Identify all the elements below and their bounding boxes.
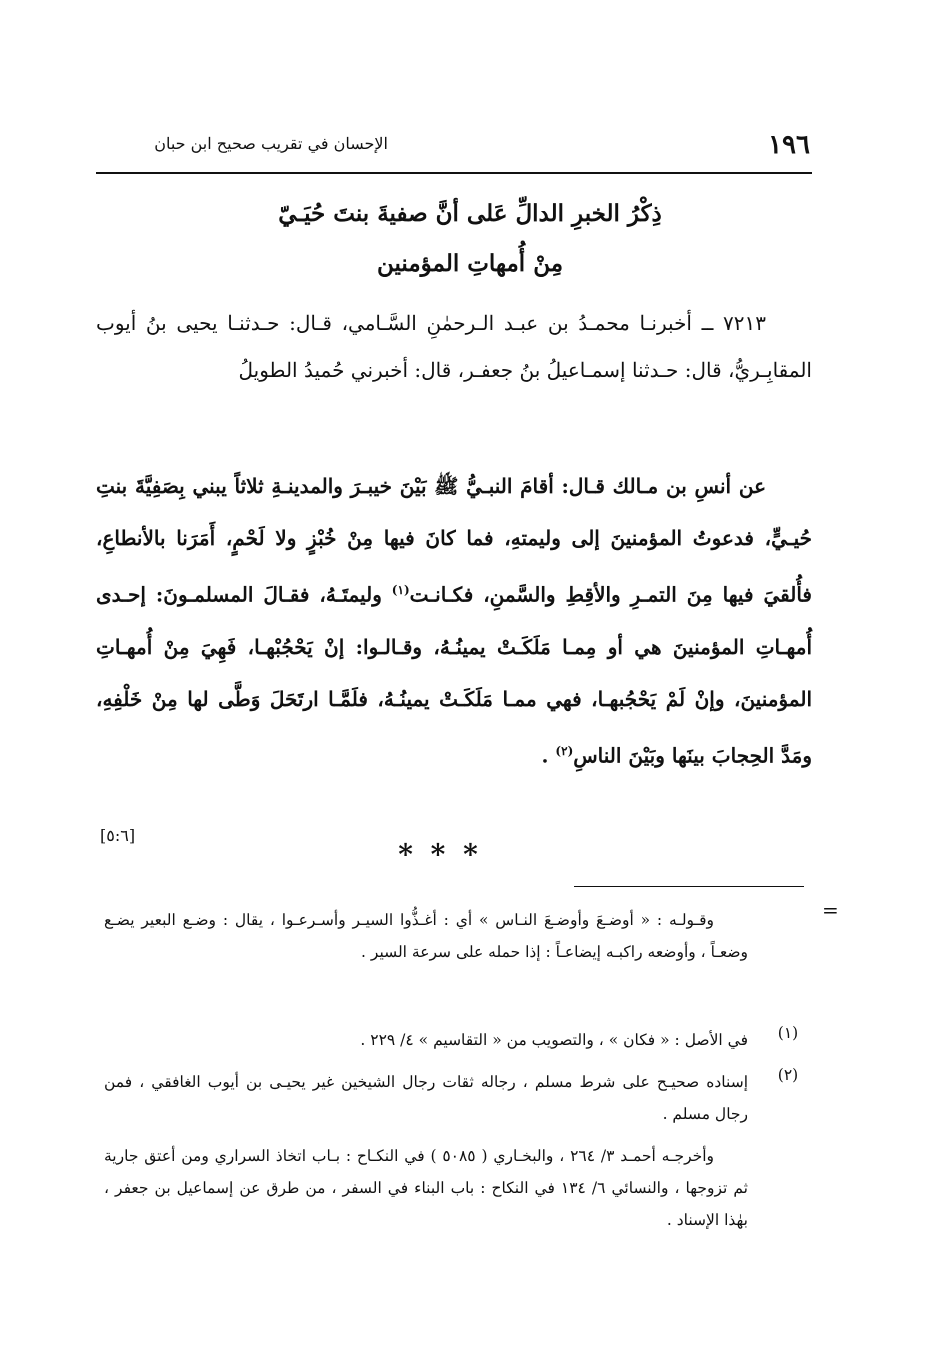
footnote-2-text: إسناده صحيـح على شرط مسلم ، رجاله ثقات رجال الشيخين غير يحيـى بن أيوب الغافقي ، فمن رجال مسلم .	[104, 1073, 748, 1123]
section-heading-line1: ذِكْرُ الخبرِ الدالِّ عَلى أنَّ صفيةَ بنتَ حُيَـيّ	[278, 200, 662, 227]
hadith-matn	[96, 460, 812, 781]
footnote-1-text: في الأصل : « فكان » ، والتصويب من « التقاسيم » ٤/ ٢٢٩ .	[360, 1031, 748, 1049]
page-number: ١٩٦	[768, 130, 810, 160]
header-rule	[96, 172, 812, 174]
matn-part1: عن أنسِ بن مـالك قـال: أقامَ النبـيُّ ﷺ بَيْنَ خيبـرَ والمدينـةِ ثلاثاً يبني بِصَفِيَّةَ بنتِ حُيـيٍّ، فدعوتُ المؤمنينَ إلى وليمتهِ، فما كانَ فيها مِنْ خُبْزٍ ولا لَحْمٍ، أَمَرَنا بالأنطاعِ، فأُلقيَ فيها مِنَ التمـرِ والأقِطِ والسَّمنِ، فكـانـت	[96, 474, 812, 607]
matn-part2: وليمتَـهُ، فقـالَ المسلمـونَ: إحـدى أُمهـاتِ المؤمنينَ هي أو مِمـا مَلَكَـتْ يمينُـهُ، وقـالـوا: إنْ يَحْجُبْهـا، فَهِيَ مِنْ أُمهـاتِ المؤمنينَ، وإنْ لَمْ يَحْجُبهـا، فهي ممـا مَلَكَـتْ يمينُـهُ، فلَمَّـا ارتَحَلَ وَطَّى لها مِنْ خَلْفِهِ، ومَدَّ الحِجابَ بينَها وبَيْنَ الناسِ	[96, 582, 812, 768]
footnote-rule	[574, 886, 804, 887]
section-heading-line2: مِنْ أُمهاتِ المؤمنين	[376, 250, 564, 277]
footnote-marker-2: (٢)	[555, 743, 574, 758]
hadith-isnad: ٧٢١٣ ــ أخبرنـا محمـدُ بن عبـد الـرحمٰنِ السَّـامي، قـال: حـدثنـا يحيى بنُ أيوب المقابِـريُّ، قال: حـدثنا إسمـاعيلُ بنُ جعفـر، قال: أخبرني حُميدُ الطويلُ	[96, 311, 812, 382]
matn-end: .	[541, 743, 549, 768]
footnote-1-number: (١)	[777, 1024, 799, 1042]
footnote-2-number: (٢)	[777, 1066, 799, 1084]
footnote-2-continued: وأخرجـه أحمـد ٣/ ٢٦٤ ، والبخـاري ( ٥٠٨٥ ) في النكـاح : بـاب اتخاذ السراري ومن أعتق جارية ثم تزوجها ، والنسائي ٦/ ١٣٤ في النكاح : باب البناء في السفر ، من طرق عن إسماعيل بن جعفر ، بهٰذا الإسناد .	[104, 1147, 748, 1229]
running-header-title: الإحسان في تقريب صحيح ابن حبان	[154, 134, 388, 153]
footnote-marker-1: (١)	[391, 583, 410, 597]
footnote-continuation-mark: =	[822, 898, 839, 922]
footnote-continuation: وقـولـه : « أوضـعَ وأوضـعَ النـاس » أي : أغـذُّوا السيـر وأسـرعـوا ، يقال : وضـع البعير يضـع وضعـاً ، وأوضعه راكبـه إيضاعـاً : إذا حمله على سرعة السير .	[104, 911, 748, 961]
hadith-reference: [٥:٦]	[100, 826, 136, 845]
section-separator: * * *	[398, 838, 482, 871]
